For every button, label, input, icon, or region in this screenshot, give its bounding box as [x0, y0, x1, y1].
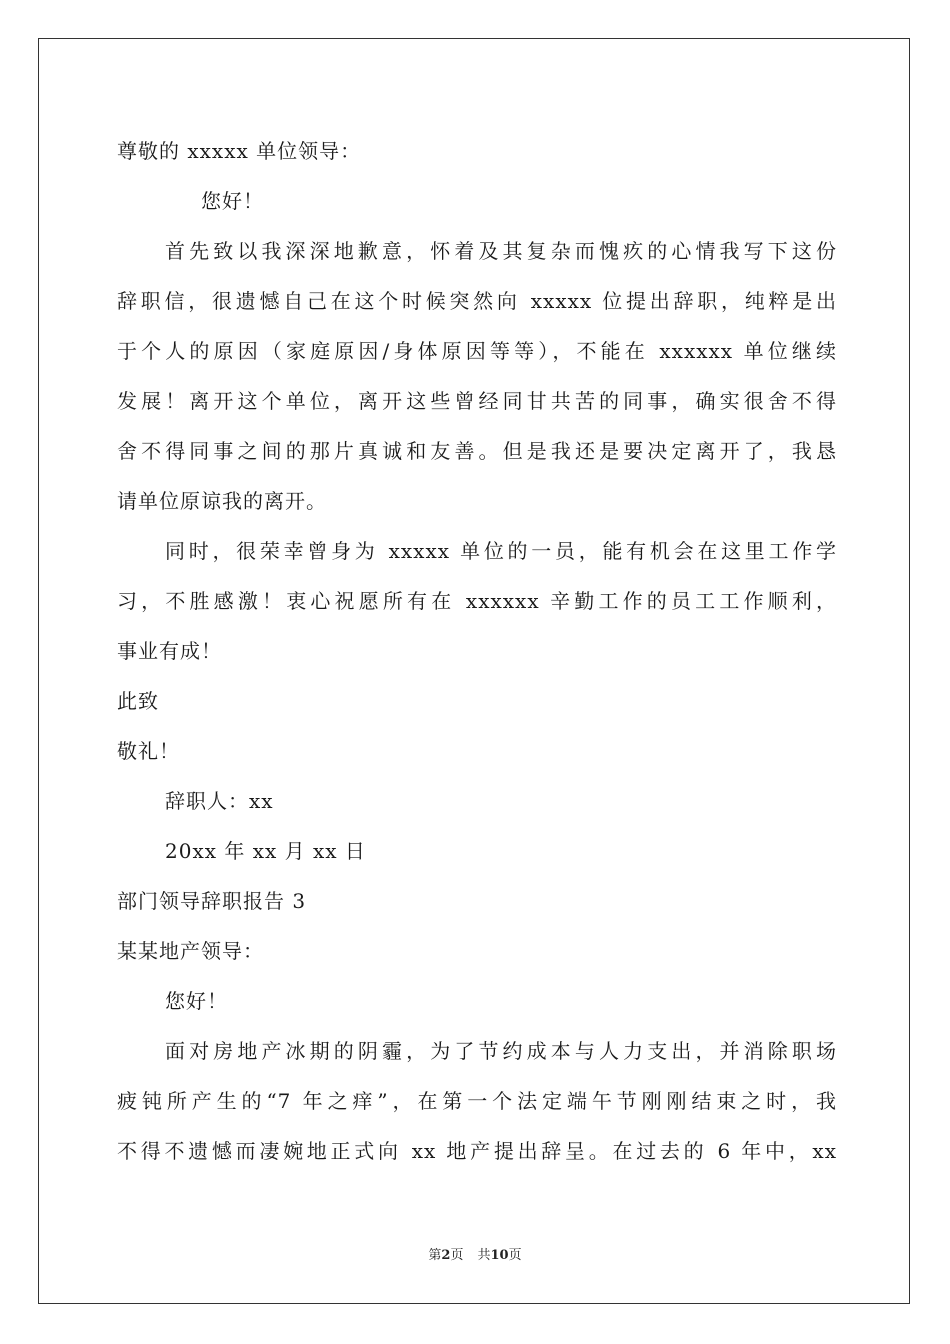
page-suffix: 页 — [450, 1248, 464, 1263]
paragraph-line: 事业有成！ — [117, 639, 222, 663]
closing-regards: 敬礼！ — [117, 739, 180, 763]
paragraph-line: 舍不得同事之间的那片真诚和友善。但是我还是要决定离开了，我恳 — [117, 439, 837, 463]
paragraph-line: 辞职信，很遗憾自己在这个时候突然向 xxxxx 位提出辞职，纯粹是出 — [117, 289, 837, 313]
paragraph-line: 同时，很荣幸曾身为 xxxxx 单位的一员，能有机会在这里工作学 — [165, 539, 837, 563]
document-body — [117, 126, 837, 1176]
page-prefix: 第 — [428, 1248, 442, 1263]
salutation: 某某地产领导： — [117, 939, 264, 963]
paragraph-line: 面对房地产冰期的阴霾，为了节约成本与人力支出，并消除职场 — [165, 1039, 837, 1063]
page-footer — [0, 1247, 950, 1265]
date: 20xx 年 xx 月 xx 日 — [165, 839, 366, 863]
paragraph-line: 疲钝所产生的“7 年之痒”，在第一个法定端午节刚刚结束之时，我 — [117, 1089, 837, 1113]
total-page-count: 10 — [490, 1248, 509, 1263]
signature: 辞职人：xx — [165, 789, 274, 813]
closing: 此致 — [117, 689, 159, 713]
paragraph-line: 习，不胜感激！衷心祝愿所有在 xxxxxx 辛勤工作的员工工作顺利， — [117, 589, 837, 613]
paragraph-line: 不得不遗憾而凄婉地正式向 xx 地产提出辞呈。在过去的 6 年中，xx — [117, 1139, 837, 1163]
current-page-number: 2 — [441, 1248, 451, 1263]
total-prefix: 共 — [477, 1248, 491, 1263]
greeting: 您好！ — [201, 189, 264, 213]
greeting: 您好！ — [165, 989, 228, 1013]
paragraph-line: 发展！离开这个单位，离开这些曾经同甘共苦的同事，确实很舍不得 — [117, 389, 837, 413]
paragraph-line: 请单位原谅我的离开。 — [117, 489, 327, 513]
paragraph-line: 于个人的原因（家庭原因/身体原因等等），不能在 xxxxxx 单位继续 — [117, 339, 837, 363]
total-suffix: 页 — [508, 1248, 522, 1263]
section-title: 部门领导辞职报告 3 — [117, 889, 307, 913]
salutation: 尊敬的 xxxxx 单位领导： — [117, 139, 362, 163]
paragraph-line: 首先致以我深深地歉意，怀着及其复杂而愧疚的心情我写下这份 — [165, 239, 837, 263]
